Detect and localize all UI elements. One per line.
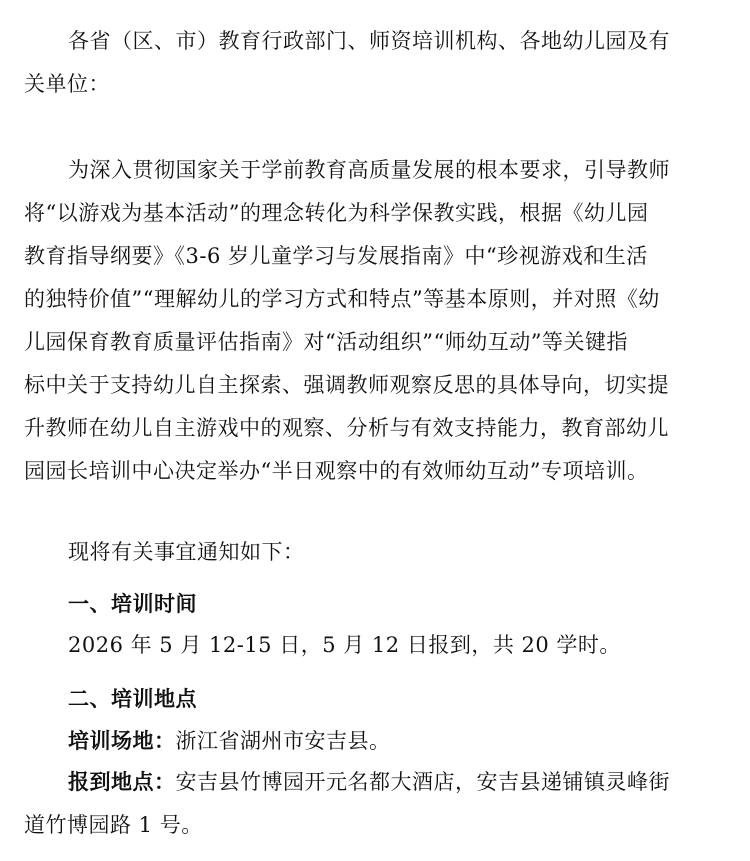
salutation-line-2: 关单位： bbox=[24, 72, 110, 96]
section-1-heading: 一、培训时间 bbox=[68, 592, 197, 616]
intro-line-4: 的独特价值”“理解幼儿的学习方式和特点”等基本原则，并对照《幼 bbox=[24, 287, 660, 311]
checkin-value-continued: 道竹博园路 1 号。 bbox=[24, 813, 203, 837]
venue-label: 培训场地： bbox=[68, 729, 176, 753]
intro-line-2: 将“以游戏为基本活动”的理念转化为科学保教实践，根据《幼儿园 bbox=[24, 201, 649, 225]
venue-row bbox=[68, 731, 391, 752]
intro-line-7: 升教师在幼儿自主游戏中的观察、分析与有效支持能力，教育部幼儿 bbox=[24, 416, 669, 440]
checkin-value: 安吉县竹博园开元名都大酒店，安吉县递铺镇灵峰街 bbox=[175, 770, 670, 794]
intro-line-1: 为深入贯彻国家关于学前教育高质量发展的根本要求，引导教师 bbox=[68, 158, 670, 182]
notice-intro: 现将有关事宜通知如下： bbox=[68, 540, 305, 564]
intro-line-5: 儿园保育教育质量评估指南》对“活动组织”“师幼互动”等关键指 bbox=[24, 330, 628, 354]
intro-line-6: 标中关于支持幼儿自主探索、强调教师观察反思的具体导向，切实提 bbox=[24, 373, 669, 397]
intro-line-8: 园园长培训中心决定举办“半日观察中的有效师幼互动”专项培训。 bbox=[24, 459, 649, 483]
intro-line-3: 教育指导纲要》《3-6 岁儿童学习与发展指南》中“珍视游戏和生活 bbox=[24, 244, 648, 268]
checkin-row bbox=[68, 772, 670, 793]
salutation-line-1: 各省（区、市）教育行政部门、师资培训机构、各地幼儿园及有 bbox=[68, 29, 670, 53]
section-1-content: 2026 年 5 月 12-15 日，5 月 12 日报到，共 20 学时。 bbox=[68, 633, 621, 657]
venue-value: 浙江省湖州市安吉县。 bbox=[175, 729, 391, 753]
checkin-label: 报到地点： bbox=[68, 770, 176, 794]
section-2-heading: 二、培训地点 bbox=[68, 687, 197, 711]
